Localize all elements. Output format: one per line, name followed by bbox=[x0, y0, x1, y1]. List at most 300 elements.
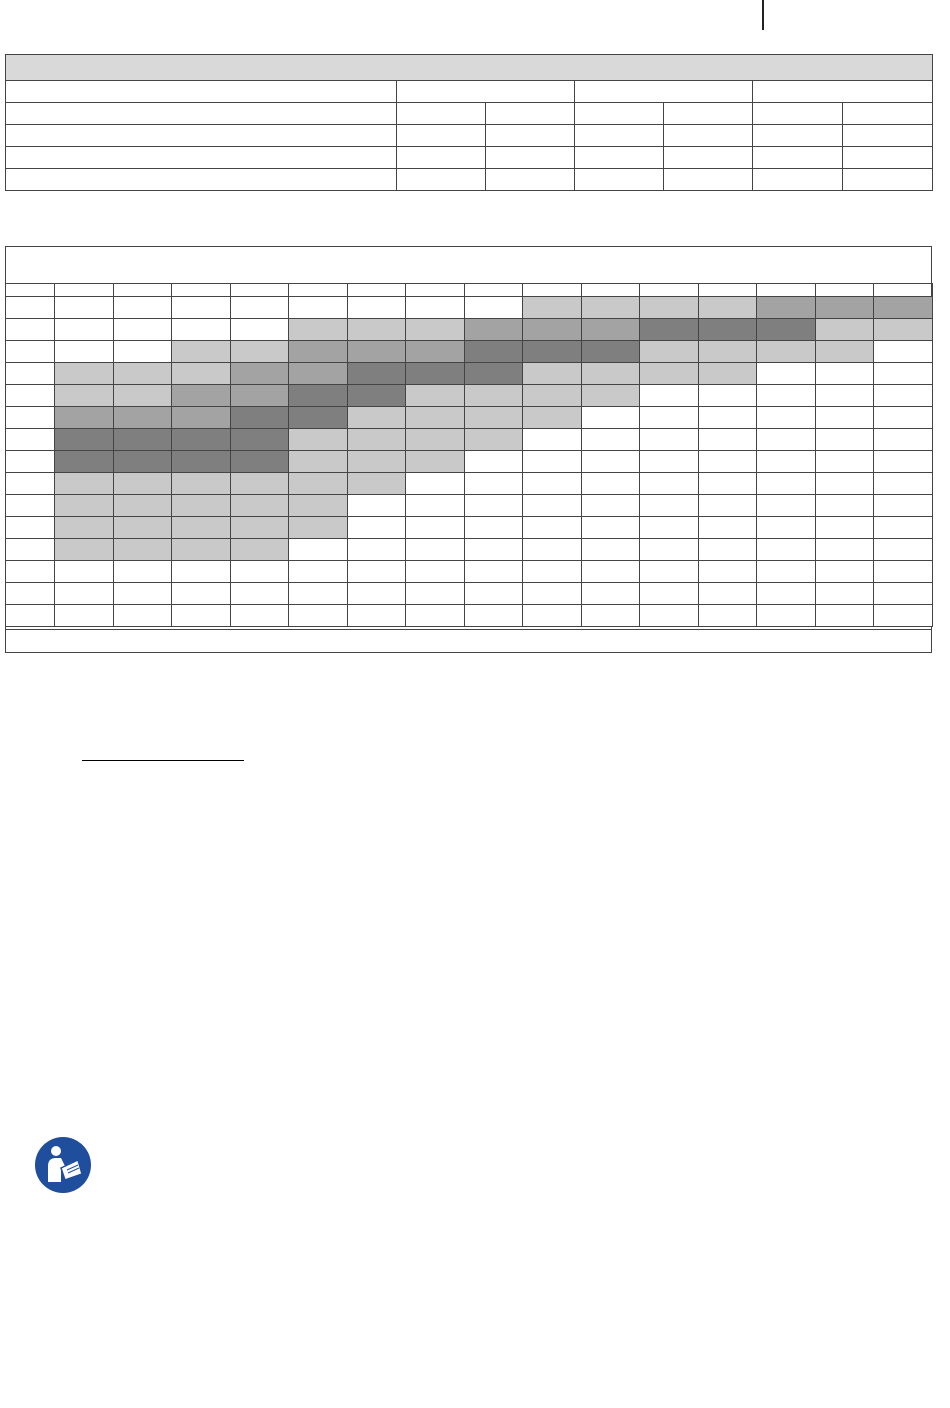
matrix-cell bbox=[406, 385, 465, 407]
matrix-cell bbox=[581, 297, 640, 319]
matrix-cell bbox=[698, 539, 757, 561]
matrix-header-cell bbox=[698, 284, 757, 297]
matrix-cell bbox=[698, 473, 757, 495]
matrix-cell bbox=[230, 561, 289, 583]
matrix-cell bbox=[172, 451, 231, 473]
matrix-header-cell bbox=[757, 284, 816, 297]
matrix-cell bbox=[55, 407, 114, 429]
matrix-cell bbox=[815, 561, 874, 583]
matrix-row bbox=[6, 451, 933, 473]
matrix-header-cell bbox=[815, 284, 874, 297]
matrix-cell bbox=[464, 605, 523, 627]
spec-table-cell bbox=[753, 125, 843, 147]
matrix-cell bbox=[55, 341, 114, 363]
matrix-cell bbox=[464, 407, 523, 429]
matrix-cell bbox=[815, 341, 874, 363]
matrix-cell bbox=[230, 407, 289, 429]
matrix-cell bbox=[698, 517, 757, 539]
matrix-cell bbox=[757, 429, 816, 451]
matrix-cell bbox=[230, 583, 289, 605]
matrix-cell bbox=[523, 561, 582, 583]
matrix-cell bbox=[113, 539, 172, 561]
spec-table-cell bbox=[486, 125, 575, 147]
matrix-header-cell bbox=[464, 284, 523, 297]
matrix-cell bbox=[347, 561, 406, 583]
matrix-cell bbox=[815, 429, 874, 451]
matrix-cell bbox=[874, 517, 933, 539]
matrix-cell bbox=[874, 385, 933, 407]
matrix-cell bbox=[874, 451, 933, 473]
matrix-cell bbox=[581, 539, 640, 561]
matrix-row-label bbox=[6, 539, 55, 561]
matrix-cell bbox=[640, 319, 699, 341]
matrix-cell bbox=[581, 451, 640, 473]
matrix-footer bbox=[6, 629, 931, 652]
matrix-cell bbox=[640, 583, 699, 605]
matrix-cell bbox=[815, 451, 874, 473]
matrix-cell bbox=[464, 451, 523, 473]
matrix-cell bbox=[406, 495, 465, 517]
matrix-cell bbox=[464, 385, 523, 407]
matrix-cell bbox=[289, 451, 348, 473]
matrix-cell bbox=[230, 297, 289, 319]
matrix-cell bbox=[581, 341, 640, 363]
matrix-cell bbox=[55, 363, 114, 385]
matrix-cell bbox=[757, 495, 816, 517]
matrix-row-label bbox=[6, 429, 55, 451]
matrix-cell bbox=[55, 539, 114, 561]
matrix-row-label bbox=[6, 451, 55, 473]
matrix-cell bbox=[172, 605, 231, 627]
matrix-cell bbox=[113, 517, 172, 539]
matrix-cell bbox=[874, 605, 933, 627]
matrix-cell bbox=[55, 319, 114, 341]
matrix-cell bbox=[640, 407, 699, 429]
matrix-cell bbox=[406, 407, 465, 429]
spec-table-cell bbox=[486, 147, 575, 169]
matrix-cell bbox=[757, 517, 816, 539]
spec-table-cell bbox=[486, 169, 575, 191]
matrix-cell bbox=[113, 319, 172, 341]
matrix-cell bbox=[581, 407, 640, 429]
spec-table-row bbox=[6, 103, 933, 125]
matrix-cell bbox=[230, 517, 289, 539]
matrix-cell bbox=[815, 407, 874, 429]
spec-table-group-header bbox=[397, 81, 575, 103]
matrix-cell bbox=[464, 341, 523, 363]
matrix-cell bbox=[698, 605, 757, 627]
matrix-cell bbox=[113, 341, 172, 363]
matrix-cell bbox=[55, 451, 114, 473]
matrix-cell bbox=[523, 583, 582, 605]
spec-table-cell bbox=[397, 169, 486, 191]
matrix-header-cell bbox=[289, 284, 348, 297]
matrix-header-cell bbox=[523, 284, 582, 297]
matrix-cell bbox=[347, 429, 406, 451]
matrix-cell bbox=[640, 561, 699, 583]
matrix-cell bbox=[815, 495, 874, 517]
matrix-cell bbox=[230, 539, 289, 561]
matrix-cell bbox=[523, 363, 582, 385]
matrix-cell bbox=[523, 495, 582, 517]
matrix-row bbox=[6, 583, 933, 605]
spec-table-cell bbox=[753, 169, 843, 191]
spec-table-cell bbox=[753, 103, 843, 125]
matrix-cell bbox=[172, 495, 231, 517]
matrix-cell bbox=[640, 473, 699, 495]
matrix-cell bbox=[464, 297, 523, 319]
matrix-cell bbox=[698, 495, 757, 517]
matrix-cell bbox=[757, 407, 816, 429]
matrix-cell bbox=[523, 517, 582, 539]
spec-table-row bbox=[6, 125, 933, 147]
matrix-cell bbox=[113, 297, 172, 319]
matrix-cell bbox=[230, 385, 289, 407]
matrix-cell bbox=[523, 605, 582, 627]
matrix-cell bbox=[55, 297, 114, 319]
spec-table-cell bbox=[664, 125, 753, 147]
matrix-cell bbox=[874, 407, 933, 429]
matrix-cell bbox=[406, 451, 465, 473]
matrix-cell bbox=[230, 319, 289, 341]
matrix-cell bbox=[757, 385, 816, 407]
matrix-cell bbox=[347, 495, 406, 517]
matrix-row-label bbox=[6, 341, 55, 363]
matrix-cell bbox=[464, 473, 523, 495]
spec-table-cell bbox=[664, 169, 753, 191]
matrix-cell bbox=[289, 319, 348, 341]
matrix-header-cell bbox=[55, 284, 114, 297]
matrix-cell bbox=[406, 363, 465, 385]
spec-table-cell bbox=[575, 103, 664, 125]
matrix-cell bbox=[289, 539, 348, 561]
matrix-header-row bbox=[6, 284, 933, 297]
spec-table-title bbox=[6, 55, 933, 81]
matrix-cell bbox=[757, 363, 816, 385]
matrix-header-cell bbox=[640, 284, 699, 297]
matrix-cell bbox=[172, 341, 231, 363]
matrix-cell bbox=[347, 517, 406, 539]
matrix-cell bbox=[874, 429, 933, 451]
matrix-cell bbox=[289, 341, 348, 363]
matrix-cell bbox=[113, 561, 172, 583]
matrix-cell bbox=[523, 319, 582, 341]
matrix-cell bbox=[815, 539, 874, 561]
matrix-cell bbox=[640, 385, 699, 407]
matrix-cell bbox=[406, 517, 465, 539]
matrix-cell bbox=[698, 429, 757, 451]
matrix-row-label bbox=[6, 297, 55, 319]
matrix-cell bbox=[698, 297, 757, 319]
matrix-cell bbox=[230, 451, 289, 473]
matrix-row bbox=[6, 605, 933, 627]
matrix-header-cell bbox=[406, 284, 465, 297]
matrix-cell bbox=[347, 451, 406, 473]
matrix-cell bbox=[523, 451, 582, 473]
matrix-cell bbox=[874, 363, 933, 385]
matrix-table bbox=[5, 283, 933, 627]
spec-table-cell bbox=[664, 147, 753, 169]
matrix-header-cell bbox=[230, 284, 289, 297]
matrix-cell bbox=[698, 385, 757, 407]
page-rule bbox=[762, 0, 764, 30]
matrix-cell bbox=[523, 341, 582, 363]
matrix-row-label bbox=[6, 605, 55, 627]
matrix-cell bbox=[523, 429, 582, 451]
matrix-cell bbox=[55, 495, 114, 517]
matrix-cell bbox=[406, 605, 465, 627]
matrix-cell bbox=[347, 385, 406, 407]
matrix-cell bbox=[815, 319, 874, 341]
matrix-cell bbox=[289, 583, 348, 605]
matrix-cell bbox=[406, 319, 465, 341]
matrix-row bbox=[6, 341, 933, 363]
matrix-cell bbox=[815, 473, 874, 495]
matrix-cell bbox=[640, 363, 699, 385]
matrix-cell bbox=[55, 583, 114, 605]
matrix-cell bbox=[347, 363, 406, 385]
matrix-cell bbox=[757, 451, 816, 473]
matrix-cell bbox=[406, 429, 465, 451]
matrix-cell bbox=[289, 561, 348, 583]
spec-table-cell bbox=[397, 147, 486, 169]
matrix-cell bbox=[640, 539, 699, 561]
matrix-cell bbox=[464, 319, 523, 341]
matrix-row bbox=[6, 495, 933, 517]
matrix-row bbox=[6, 407, 933, 429]
matrix-cell bbox=[289, 495, 348, 517]
matrix-cell bbox=[406, 561, 465, 583]
matrix-cell bbox=[172, 473, 231, 495]
matrix-cell bbox=[581, 429, 640, 451]
matrix-cell bbox=[113, 407, 172, 429]
matrix-cell bbox=[347, 583, 406, 605]
matrix-cell bbox=[113, 473, 172, 495]
matrix-cell bbox=[172, 561, 231, 583]
matrix-row-label bbox=[6, 319, 55, 341]
matrix-cell bbox=[113, 385, 172, 407]
matrix-row bbox=[6, 385, 933, 407]
matrix-cell bbox=[523, 385, 582, 407]
matrix-cell bbox=[55, 561, 114, 583]
spec-table-cell bbox=[6, 147, 397, 169]
matrix-cell bbox=[289, 429, 348, 451]
matrix-row-label bbox=[6, 495, 55, 517]
matrix-cell bbox=[347, 605, 406, 627]
matrix-cell bbox=[113, 363, 172, 385]
matrix-cell bbox=[230, 605, 289, 627]
matrix-row bbox=[6, 429, 933, 451]
matrix-cell bbox=[464, 363, 523, 385]
matrix-cell bbox=[874, 583, 933, 605]
matrix-cell bbox=[464, 495, 523, 517]
matrix-cell bbox=[113, 583, 172, 605]
matrix-cell bbox=[874, 561, 933, 583]
matrix-cell bbox=[581, 605, 640, 627]
matrix-cell bbox=[581, 385, 640, 407]
matrix-cell bbox=[172, 363, 231, 385]
matrix-cell bbox=[815, 605, 874, 627]
matrix-cell bbox=[523, 473, 582, 495]
matrix-cell bbox=[406, 297, 465, 319]
matrix-cell bbox=[230, 429, 289, 451]
matrix-cell bbox=[523, 297, 582, 319]
matrix-cell bbox=[815, 385, 874, 407]
spec-table-cell bbox=[6, 125, 397, 147]
matrix-cell bbox=[289, 605, 348, 627]
matrix-cell bbox=[289, 407, 348, 429]
matrix-cell bbox=[113, 605, 172, 627]
matrix-header-cell bbox=[6, 284, 55, 297]
spec-table-cell bbox=[664, 103, 753, 125]
matrix-cell bbox=[640, 495, 699, 517]
matrix-cell bbox=[55, 605, 114, 627]
matrix-row-label bbox=[6, 473, 55, 495]
matrix-row-label bbox=[6, 385, 55, 407]
spec-table-group-header-row bbox=[6, 81, 933, 103]
matrix-cell bbox=[464, 539, 523, 561]
spec-table-cell bbox=[843, 147, 933, 169]
matrix-row bbox=[6, 473, 933, 495]
matrix-cell bbox=[698, 583, 757, 605]
matrix-cell bbox=[874, 319, 933, 341]
read-manual-icon bbox=[34, 1136, 92, 1194]
matrix-cell bbox=[464, 561, 523, 583]
matrix-cell bbox=[698, 363, 757, 385]
matrix-cell bbox=[289, 473, 348, 495]
matrix-row-label bbox=[6, 561, 55, 583]
matrix-cell bbox=[874, 297, 933, 319]
matrix-panel bbox=[5, 246, 932, 653]
matrix-cell bbox=[55, 517, 114, 539]
matrix-header-cell bbox=[874, 284, 933, 297]
spec-table-cell bbox=[397, 103, 486, 125]
matrix-cell bbox=[172, 517, 231, 539]
matrix-cell bbox=[464, 517, 523, 539]
matrix-cell bbox=[172, 407, 231, 429]
matrix-header-cell bbox=[347, 284, 406, 297]
underlined-heading-rule bbox=[82, 760, 244, 761]
matrix-cell bbox=[406, 341, 465, 363]
matrix-cell bbox=[523, 407, 582, 429]
spec-table-cell bbox=[843, 103, 933, 125]
matrix-cell bbox=[289, 297, 348, 319]
matrix-cell bbox=[874, 341, 933, 363]
matrix-row bbox=[6, 517, 933, 539]
matrix-row-label bbox=[6, 583, 55, 605]
spec-table-cell bbox=[843, 125, 933, 147]
spec-table-cell bbox=[6, 103, 397, 125]
matrix-cell bbox=[640, 341, 699, 363]
matrix-cell bbox=[581, 561, 640, 583]
matrix-cell bbox=[581, 583, 640, 605]
spec-table-cell bbox=[575, 147, 664, 169]
matrix-cell bbox=[640, 517, 699, 539]
matrix-cell bbox=[347, 341, 406, 363]
matrix-cell bbox=[406, 473, 465, 495]
matrix-cell bbox=[757, 539, 816, 561]
spec-table-cell bbox=[6, 169, 397, 191]
matrix-cell bbox=[289, 385, 348, 407]
matrix-cell bbox=[698, 341, 757, 363]
matrix-cell bbox=[347, 297, 406, 319]
matrix-cell bbox=[464, 429, 523, 451]
spec-table-cell bbox=[575, 125, 664, 147]
matrix-cell bbox=[640, 429, 699, 451]
matrix-cell bbox=[698, 407, 757, 429]
matrix-cell bbox=[172, 297, 231, 319]
matrix-row bbox=[6, 539, 933, 561]
spec-table-title-row bbox=[6, 55, 933, 81]
matrix-cell bbox=[172, 539, 231, 561]
matrix-cell bbox=[581, 495, 640, 517]
matrix-cell bbox=[757, 605, 816, 627]
spec-table-cell bbox=[397, 125, 486, 147]
matrix-cell bbox=[230, 473, 289, 495]
matrix-cell bbox=[523, 539, 582, 561]
matrix-cell bbox=[757, 297, 816, 319]
matrix-cell bbox=[757, 319, 816, 341]
matrix-cell bbox=[815, 517, 874, 539]
spec-table-cell bbox=[843, 169, 933, 191]
matrix-cell bbox=[757, 341, 816, 363]
matrix-cell bbox=[289, 363, 348, 385]
matrix-cell bbox=[289, 517, 348, 539]
matrix-row bbox=[6, 297, 933, 319]
spec-table-group-header bbox=[6, 81, 397, 103]
matrix-cell bbox=[698, 561, 757, 583]
matrix-cell bbox=[757, 473, 816, 495]
matrix-cell bbox=[815, 583, 874, 605]
matrix-cell bbox=[815, 297, 874, 319]
matrix-cell bbox=[698, 319, 757, 341]
spec-table-cell bbox=[575, 169, 664, 191]
matrix-cell bbox=[113, 429, 172, 451]
matrix-cell bbox=[347, 473, 406, 495]
matrix-cell bbox=[172, 319, 231, 341]
matrix-cell bbox=[757, 583, 816, 605]
matrix-cell bbox=[874, 539, 933, 561]
matrix-cell bbox=[55, 385, 114, 407]
spec-table-group-header bbox=[753, 81, 933, 103]
matrix-header-cell bbox=[113, 284, 172, 297]
matrix-cell bbox=[172, 583, 231, 605]
spec-table-row bbox=[6, 169, 933, 191]
matrix-cell bbox=[347, 407, 406, 429]
matrix-cell bbox=[815, 363, 874, 385]
spec-table-group-header bbox=[575, 81, 753, 103]
matrix-row-label bbox=[6, 407, 55, 429]
spec-table bbox=[5, 54, 933, 191]
matrix-cell bbox=[874, 495, 933, 517]
matrix-cell bbox=[55, 473, 114, 495]
matrix-row-label bbox=[6, 363, 55, 385]
matrix-cell bbox=[172, 385, 231, 407]
matrix-cell bbox=[640, 297, 699, 319]
matrix-row-label bbox=[6, 517, 55, 539]
matrix-cell bbox=[230, 363, 289, 385]
matrix-cell bbox=[230, 495, 289, 517]
matrix-row bbox=[6, 561, 933, 583]
matrix-cell bbox=[113, 451, 172, 473]
matrix-row bbox=[6, 319, 933, 341]
matrix-cell bbox=[464, 583, 523, 605]
matrix-header-cell bbox=[172, 284, 231, 297]
matrix-cell bbox=[581, 473, 640, 495]
matrix-cell bbox=[874, 473, 933, 495]
matrix-cell bbox=[55, 429, 114, 451]
matrix-header-cell bbox=[581, 284, 640, 297]
